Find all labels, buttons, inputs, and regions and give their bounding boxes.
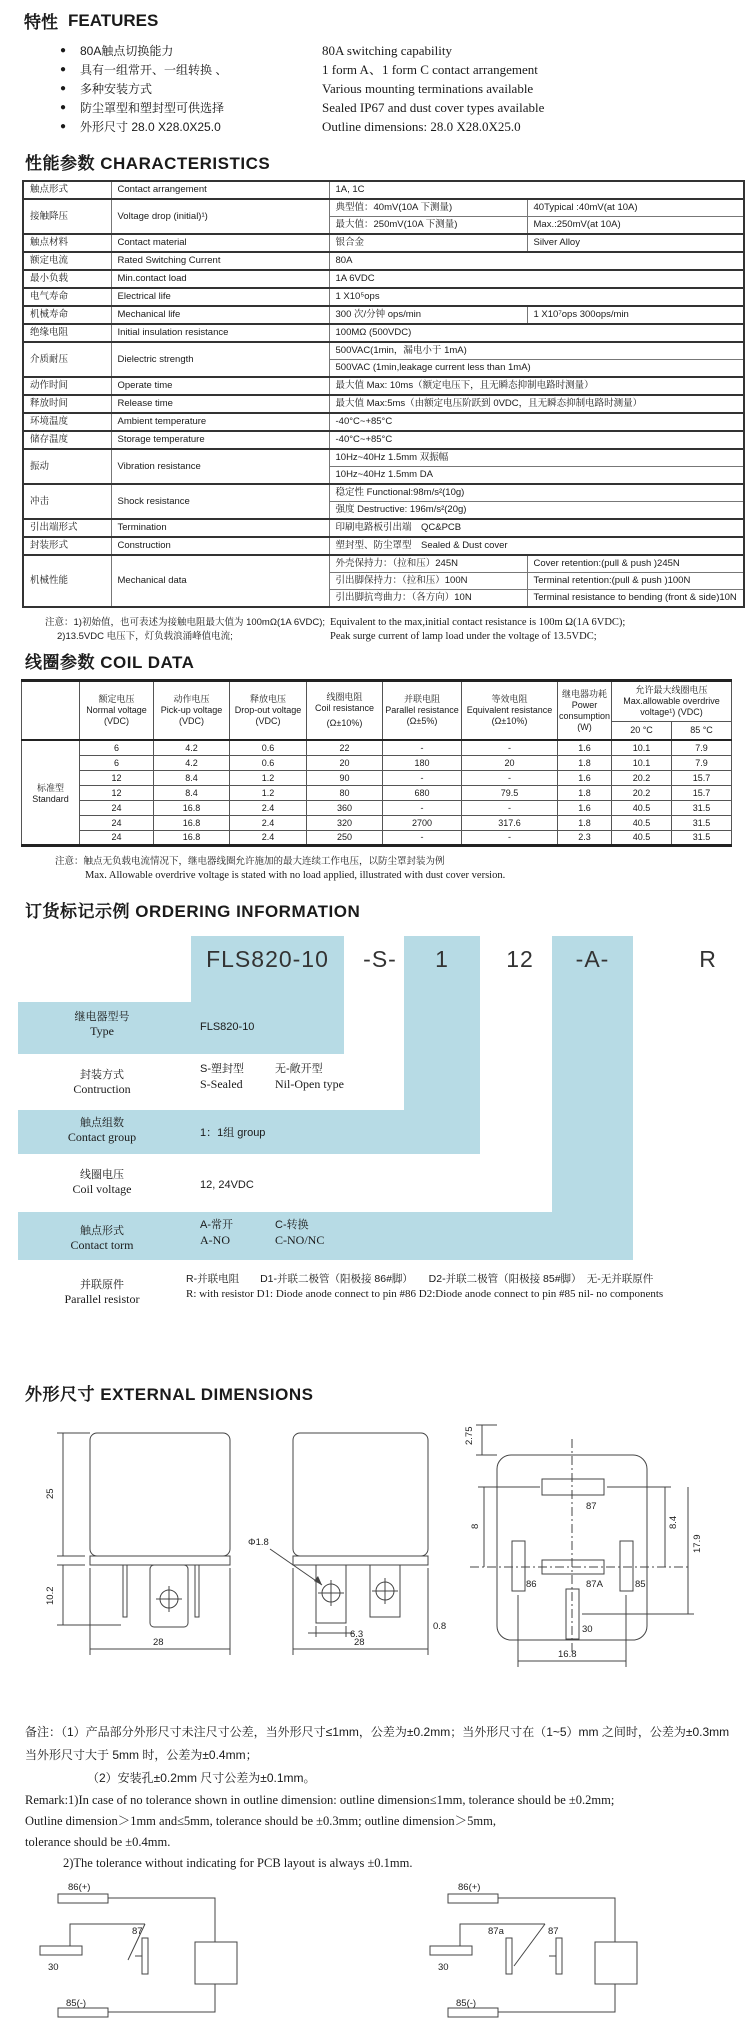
dim-label: 6.3 (350, 1628, 364, 1640)
cell: Initial insulation resistance (111, 324, 329, 342)
cell: Terminal retention:(pull & push )100N (527, 573, 744, 590)
cell: 环境温度 (23, 413, 111, 431)
cell: 最小负载 (23, 270, 111, 288)
cell: 40Typical :40mV(at 10A) (527, 199, 744, 217)
cell: 电气寿命 (23, 288, 111, 306)
table-row (23, 342, 744, 360)
bullet-icon: ● (60, 121, 67, 132)
table-row: 24 16.8 2.4 320 2700 317.6 1.8 40.5 31.5 (22, 815, 732, 830)
table-row (23, 537, 744, 555)
table-row (23, 199, 744, 217)
cell: 接触降压 (23, 199, 111, 234)
cell: 等效电阻 Equivalent resistance (Ω±10%) (462, 681, 558, 741)
cell: 储存温度 (23, 431, 111, 449)
cell: Cover retention:(pull & push )245N (527, 555, 744, 573)
cell: 触点形式 (23, 181, 111, 199)
dim-label: 8 (470, 1523, 481, 1529)
code-segment-voltage: 12 (506, 945, 534, 972)
bullet-icon: ● (60, 64, 67, 75)
table-row: 12 8.4 1.2 80 680 79.5 1.8 20.2 15.7 (22, 785, 732, 800)
circuit-form-c (430, 1882, 637, 2017)
table-row (23, 484, 744, 502)
table-row: 24 16.8 2.4 250 - - 2.3 40.5 31.5 (22, 830, 732, 845)
cell: 振动 (23, 449, 111, 484)
features-heading-cn: 特性 (24, 13, 58, 32)
cell: 动作时间 (23, 377, 111, 395)
cell: 允许最大线圈电压 Max.allowable overdrive voltage¹) (VDC) (612, 681, 732, 722)
cell: Min.contact load (111, 270, 329, 288)
cell: 最大值 Max:5ms（由额定电压阶跃到 0VDC，且无瞬态抑制电路时测量） (329, 395, 744, 413)
cell: 1 X10⁵ops (329, 288, 744, 306)
pin-label: 30 (48, 1961, 59, 1973)
dim-label: 8.4 (668, 1515, 679, 1529)
table-row (23, 181, 744, 199)
table-row (23, 252, 744, 270)
code-segment-contact-group: 1 (435, 945, 449, 972)
cell: 继电器功耗 Power consumption (W) (558, 681, 612, 741)
cell: Silver Alloy (527, 234, 744, 252)
table-row: 24 16.8 2.4 360 - - 1.6 40.5 31.5 (22, 800, 732, 815)
features-heading (14, 8, 749, 33)
dim-label: 16.8 (558, 1648, 577, 1660)
code-segment-contact-form: -A- (575, 945, 610, 972)
cell: 释放电压 Drop-out voltage (VDC) (230, 681, 307, 741)
table-row: 6 4.2 0.6 20 180 20 1.8 10.1 7.9 (22, 755, 732, 770)
cell: -40°C~+85°C (329, 413, 744, 431)
cell: 最大值 Max: 10ms（额定电压下，且无瞬态抑制电路时测量） (329, 377, 744, 395)
cell: 线圈电阻 Coil resistance (Ω±10%) (307, 681, 383, 741)
cell: Mechanical life (111, 306, 329, 324)
feature-item: ● 具有一组常开、一组转换 、 1 form A、1 form C contact arrangement (60, 62, 538, 77)
cell: Construction (111, 537, 329, 555)
features-heading-en: FEATURES (68, 10, 159, 30)
table-row (23, 449, 744, 467)
dim-label: Φ1.8 (248, 1536, 269, 1548)
pin-label: 87 (586, 1500, 597, 1512)
pin-label: 87A (586, 1578, 603, 1590)
cell: Voltage drop (initial)¹) (111, 199, 329, 234)
table-row (23, 377, 744, 395)
cell: 500VAC (1min,leakage current less than 1mA) (329, 360, 744, 378)
pin-label: 86 (526, 1578, 537, 1590)
cell: Max.:250mV(at 10A) (527, 217, 744, 235)
table-row (23, 519, 744, 537)
cell: 1A 6VDC (329, 270, 744, 288)
pin-label: 85 (635, 1578, 646, 1590)
table-row (23, 555, 744, 573)
cell: 外壳保持力：（拉和压）245N (329, 555, 527, 573)
table-header-row (22, 681, 732, 722)
coil-heading: 线圈参数 COIL DATA (25, 653, 195, 672)
pin-label: 86(+) (68, 1881, 91, 1893)
dim-label: 2.75 (464, 1426, 475, 1445)
pin-label: 85(-) (66, 1997, 87, 2009)
dimensions-heading: 外形尺寸 EXTERNAL DIMENSIONS (25, 1384, 314, 1404)
table-row (23, 270, 744, 288)
cell: 500VAC(1min，漏电小于 1mA) (329, 342, 744, 360)
table-row: 标准型 Standard 6 4.2 0.6 22 - - 1.6 10.1 7.9 (22, 740, 732, 755)
feature-item: ● 80A触点切换能力 80A switching capability (60, 43, 452, 58)
cell: 银合金 (329, 234, 527, 252)
feature-item: ● 防尘罩型和塑封型可供选择 Sealed IP67 and dust cover types available (60, 100, 545, 115)
remarks: 备注：（1）产品部分外形尺寸未注尺寸公差，当外形尺寸≤1mm，公差为±0.2mm；当外形尺寸在（1~5）mm 之间时，公差为±0.3mm 当外形尺寸大于 5mm 时，公差为±0.4mm； （2）安装孔±0.2mm 尺寸公差为±0.1mm。 Remark:1)In case of no tolerance shown in outline dimension: outline dimension≤1mm, tolerance should be ±0.2mm; Outline dimension＞1mm and≤5mm, tolerance should be ±0.3mm; outline dimension＞5mm, tolerance should be ±0.4mm. 2)The tolerance without indicating for PCB layout is always ±0.1mm. (25, 1724, 730, 1870)
dim-label: 28 (153, 1636, 164, 1648)
cell: 1 X10⁷ops 300ops/min (527, 306, 744, 324)
cell: 并联电阻 Parallel resistance (Ω±5%) (383, 681, 462, 741)
cell: 机械寿命 (23, 306, 111, 324)
cell: Shock resistance (111, 484, 329, 519)
cell: 100MΩ (500VDC) (329, 324, 744, 342)
cell: 引出脚保持力：（拉和压）100N (329, 573, 527, 590)
cell (22, 681, 80, 741)
pin-label: 30 (582, 1623, 593, 1635)
coil-group-label: 标准型 Standard (22, 740, 80, 845)
cell: 塑封型、防尘罩型 Sealed & Dust cover (329, 537, 744, 555)
cell: 10Hz~40Hz 1.5mm DA (329, 467, 744, 485)
cell: 冲击 (23, 484, 111, 519)
table-row (23, 234, 744, 252)
table-row (23, 395, 744, 413)
bullet-icon: ● (60, 45, 67, 56)
pin-label: 30 (438, 1961, 449, 1973)
side-view-drawing (45, 1433, 230, 1655)
features-list (0, 43, 749, 135)
table-row (23, 288, 744, 306)
cell: 机械性能 (23, 555, 111, 607)
characteristics-table (22, 180, 745, 608)
cell: Vibration resistance (111, 449, 329, 484)
table-row (23, 413, 744, 431)
table-row: 12 8.4 1.2 90 - - 1.6 20.2 15.7 (22, 770, 732, 785)
pin-label: 85(-) (456, 1997, 477, 2009)
pin-label: 87 (132, 1925, 143, 1937)
cell: 释放时间 (23, 395, 111, 413)
code-segment-construction: -S- (363, 945, 397, 972)
code-segment-type: FLS820-10 (206, 945, 329, 972)
table-row (23, 306, 744, 324)
cell: Contact arrangement (111, 181, 329, 199)
cell: 介质耐压 (23, 342, 111, 377)
coil-note: 注意：触点无负载电流情况下，继电器线圈允许施加的最大连续工作电压，以防尘罩封装为例 Max. Allowable overdrive voltage is stated with no load applied, illustrated with dust cover version. (55, 855, 506, 881)
feature-item: ● 外形尺寸 28.0 X28.0X25.0 Outline dimensions: 28.0 X28.0X25.0 (60, 119, 521, 134)
cell: 10Hz~40Hz 1.5mm 双振幅 (329, 449, 744, 467)
characteristics-heading: 性能参数 CHARACTERISTICS (25, 154, 271, 173)
circuit-form-a (40, 1882, 237, 2017)
dim-label: 28 (354, 1636, 365, 1648)
cell: 封装形式 (23, 537, 111, 555)
characteristics-notes: 注意：1)初始值，也可表述为接触电阻最大值为 100mΩ(1A 6VDC); Equivalent to the max,initial contact resistance is 100m Ω(1A 6VDC); 2)13.5VDC 电压下，灯负载浪涌峰值电流; Peak surge current of lamp load under the voltage of 13.5VDC; (45, 617, 626, 642)
wiring-diagrams (0, 1874, 749, 2024)
ordering-code (0, 946, 749, 980)
cell: Contact material (111, 234, 329, 252)
bottom-view-drawing (464, 1425, 703, 1667)
cell: 印刷电路板引出端 QC&PCB (329, 519, 744, 537)
code-segment-parallel: R (699, 945, 717, 972)
cell: 绝缘电阻 (23, 324, 111, 342)
cell: Rated Switching Current (111, 252, 329, 270)
bullet-icon: ● (60, 102, 67, 113)
pin-label: 87 (548, 1925, 559, 1937)
cell: Ambient temperature (111, 413, 329, 431)
dim-label: 25 (45, 1487, 56, 1499)
cell: 引出端形式 (23, 519, 111, 537)
cell: 动作电压 Pick-up voltage (VDC) (154, 681, 230, 741)
cell: Termination (111, 519, 329, 537)
cell: 80A (329, 252, 744, 270)
cell: Dielectric strength (111, 342, 329, 377)
cell: 稳定性 Functional:98m/s²(10g) (329, 484, 744, 502)
cell: 额定电流 (23, 252, 111, 270)
dim-label: 17.9 (692, 1534, 703, 1553)
dim-label: 10.2 (45, 1586, 56, 1605)
cell: 触点材料 (23, 234, 111, 252)
cell: Release time (111, 395, 329, 413)
cell: 最大值：250mV(10A 下测量) (329, 217, 527, 235)
bullet-icon: ● (60, 83, 67, 94)
cell: Electrical life (111, 288, 329, 306)
coil-data-table (21, 679, 732, 847)
table-row (23, 324, 744, 342)
front-view-drawing (248, 1433, 446, 1655)
cell: 1A, 1C (329, 181, 744, 199)
external-dimensions-drawing (0, 1415, 749, 1715)
dim-label: 0.8 (433, 1620, 447, 1632)
cell: 引出脚抗弯曲力：（各方向）10N (329, 590, 527, 608)
pin-label: 87a (488, 1925, 504, 1937)
cell: 典型值：40mV(10A 下测量) (329, 199, 527, 217)
table-row (23, 431, 744, 449)
cell: Storage temperature (111, 431, 329, 449)
cell: Terminal resistance to bending (front & side)10N (527, 590, 744, 608)
cell: 额定电压 Normal voltage (VDC) (80, 681, 154, 741)
ordering-diagram: FLS820-10 -S- 1 12 -A- R 继电器型号 Type FLS820-10 封装方式 Contruction S-塑封型 无-敞开型 S-Sealed Nil-Open type 触点组数 Contact group 1：1组 group 线圈电压 Coil voltage 12, 24VDC 触点形式 Contact torm A-常开 C-转换 A-NO C-NO/NC 并联原件 Parallel resistor R-并联电阻 D1-并联二极管（阳极接 86#脚） D2-并联二极管（阳极接 85#脚） 无-无并联原件 R: with resistor D1: Diode anode connect to pin #86 D2:Diode anode connect to pin #85 nil- no components (0, 936, 749, 1366)
cell: 85 °C (672, 722, 732, 741)
cell: 20 °C (612, 722, 672, 741)
cell: Mechanical data (111, 555, 329, 607)
feature-item: ● 多种安装方式 Various mounting terminations available (60, 81, 534, 96)
cell: Operate time (111, 377, 329, 395)
cell: 强度 Destructive: 196m/s²(20g) (329, 502, 744, 520)
cell: 300 次/分钟 ops/min (329, 306, 527, 324)
cell: -40°C~+85°C (329, 431, 744, 449)
pin-label: 86(+) (458, 1881, 481, 1893)
ordering-heading: 订货标记示例 ORDERING INFORMATION (25, 901, 361, 921)
